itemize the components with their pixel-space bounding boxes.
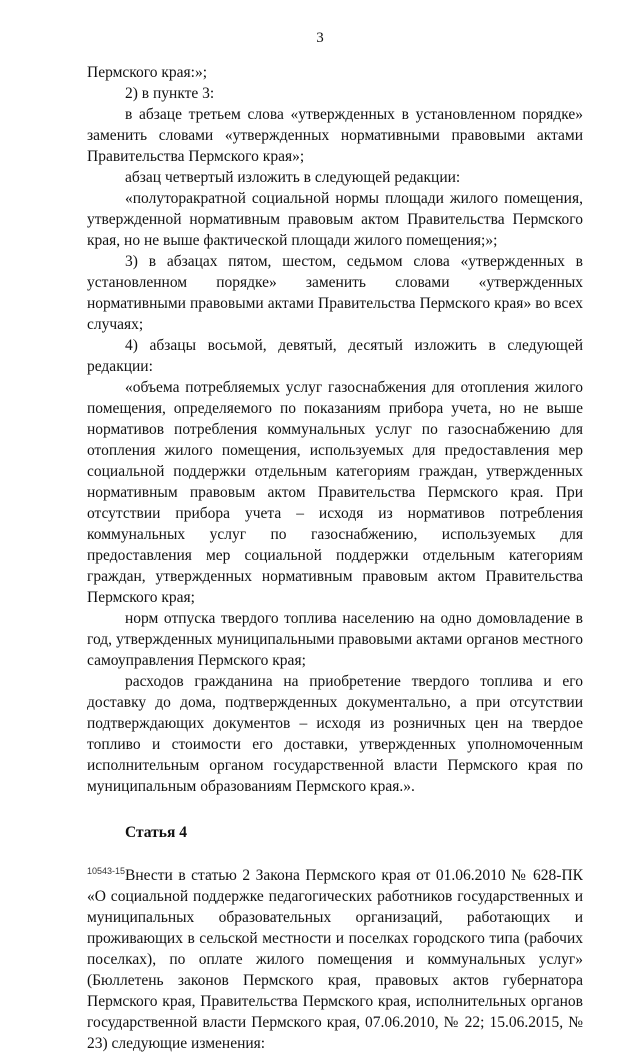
paragraph-quote-fuel-costs: расходов гражданина на приобретение твердого топлива и его доставку до дома, подтвержденных документально, а при отсутствии подтверждающих документов – исходя из розничных цен на твердое топливо и стоимости его доставки, утвержденных уполномоченным исполнительным органом государственной власти Пермского края по муниципальным образованиям Пермского края.». <box>87 673 583 795</box>
paragraph-item-3: 3) в абзацах пятом, шестом, седьмом слова «утвержденных в установленном порядке» заменить словами «утвержденных нормативными правовыми актами Правительства Пермского края» во всех случаях; <box>87 253 583 333</box>
paragraph-continuation: Пермского края:»; <box>87 64 208 81</box>
paragraph-item-4: 4) абзацы восьмой, девятый, десятый изложить в следующей редакции: <box>87 337 583 375</box>
paragraph-amend-third: в абзаце третьем слова «утвержденных в установленном порядке» заменить словами «утвержденных нормативными правовыми актами Правительства Пермского края»; <box>87 106 583 165</box>
paragraph-quote-fuel-norm: норм отпуска твердого топлива населению на одно домовладение в год, утвержденных муниципальными правовыми актами органов местного самоуправления Пермского края; <box>87 610 583 669</box>
document-code: 10543-15 <box>87 866 126 876</box>
paragraph-quote-gas: «объема потребляемых услуг газоснабжения для отопления жилого помещения, определяемого по показаниям прибора учета, но не выше нормативов потребления коммунальных услуг по газоснабжению для отопления жилого помещения, используемых для предоставления мер социальной поддержки отдельным категориям граждан, утвержденных нормативным правовым актом Правительства Пермского края. При отсутствии прибора учета – исходя из нормативов потребления коммунальных услуг по газоснабжению, используемых для предоставления мер социальной поддержки отдельным категориям граждан, утвержденных нормативным правовым актом Правительства Пермского края; <box>87 379 583 606</box>
paragraph-item-2: 2) в пункте 3: <box>125 85 215 102</box>
paragraph-article-4: Внести в статью 2 Закона Пермского края от 01.06.2010 № 628-ПК «О социальной поддержке педагогических работников государственных и муниципальных образовательных организаций, работающих и проживающих в сельской местности и поселках городского типа (рабочих поселках), по оплате жилого помещения и коммунальных услуг» (Бюллетень законов Пермского края, правовых актов губернатора Пермского края, Правительства Пермского края, исполнительных органов государственной власти Пермского края, 07.06.2010, № 22; 15.06.2015, № 23) следующие изменения: <box>87 867 583 1052</box>
paragraph-amend-fourth: абзац четвертый изложить в следующей редакции: <box>125 169 461 186</box>
document-body <box>87 62 583 1054</box>
article-heading: Статья 4 <box>125 824 187 841</box>
page-number: 3 <box>316 30 324 46</box>
paragraph-quote-norm: «полуторакратной социальной нормы площади жилого помещения, утвержденной нормативным правовым актом Правительства Пермского края, но не выше фактической площади жилого помещения;»; <box>87 190 583 249</box>
